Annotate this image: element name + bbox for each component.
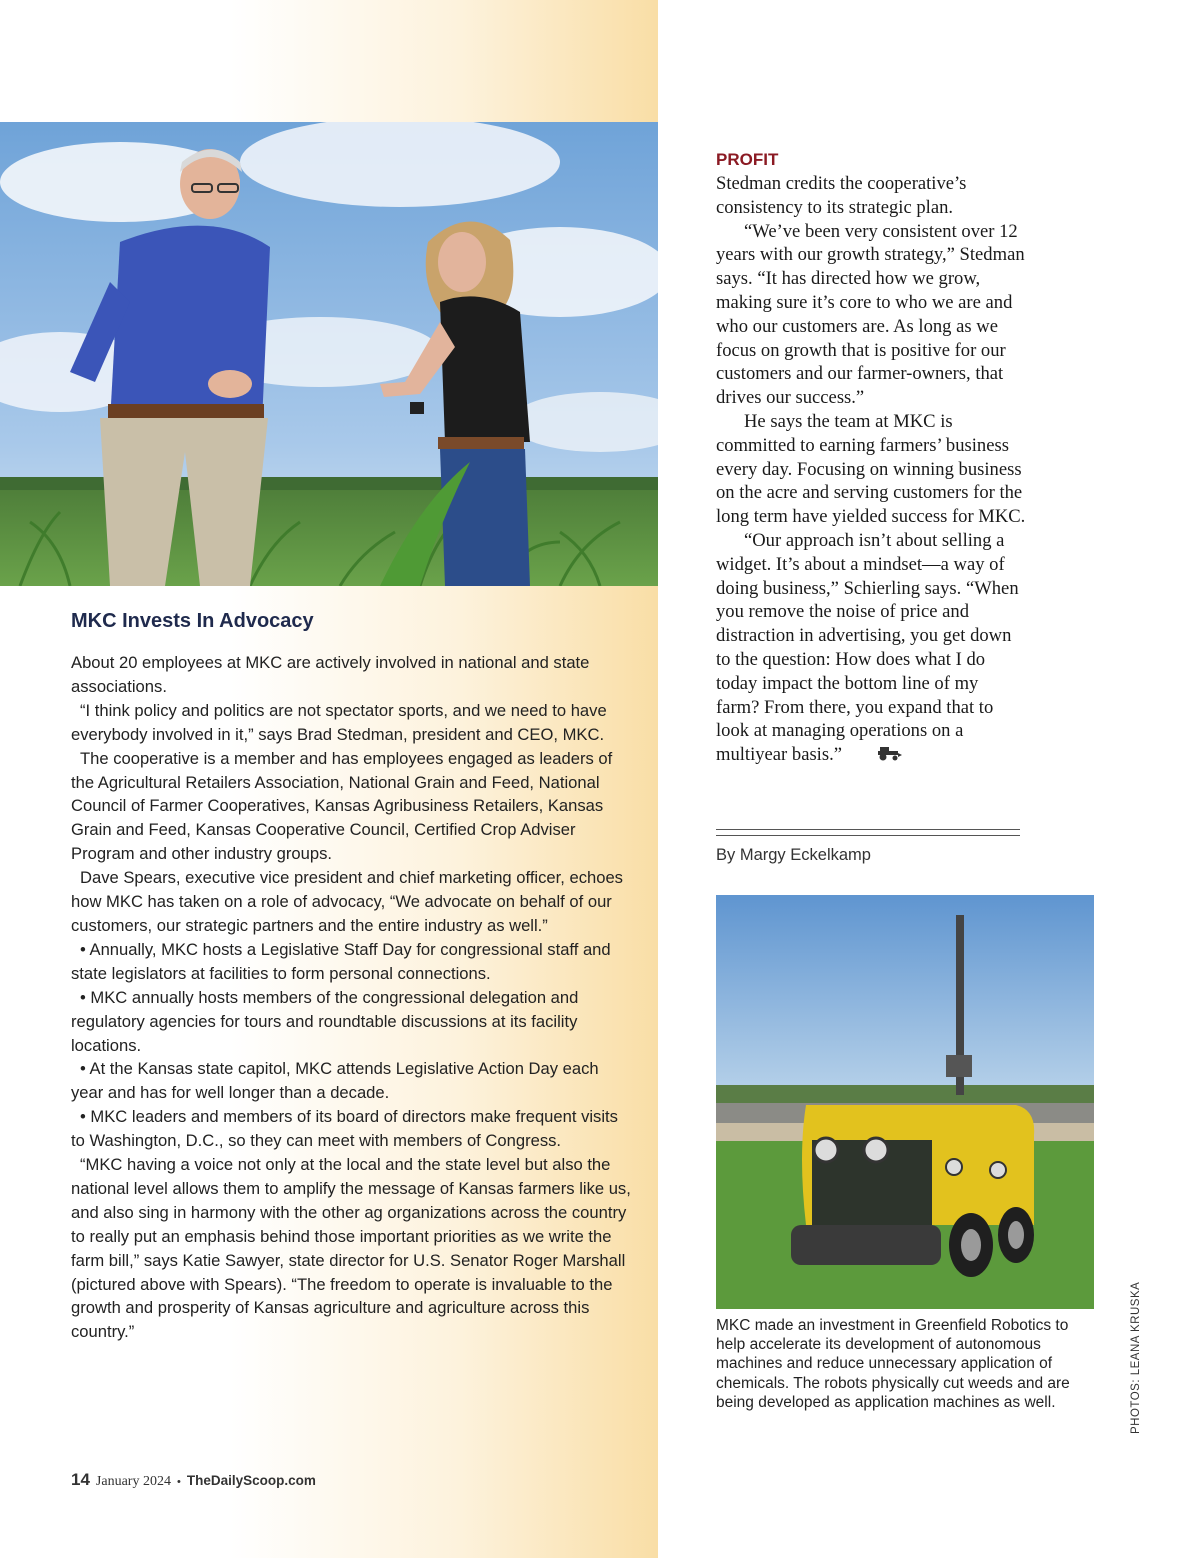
issue-date: January 2024 [95,1474,171,1489]
footer-separator: • [176,1476,181,1488]
page-footer [71,1470,316,1490]
sidebar-title: MKC Invests In Advocacy [71,610,314,632]
sidebar-paragraph: Dave Spears, executive vice president and chief marketing officer, echoes how MKC has taken on a role of advocacy, “We advocate on behalf of our customers, our strategic partners and the entire industry as well.” [71,868,623,935]
sidebar-paragraph: “I think policy and politics are not spectator sports, and we need to have everybody involved in it,” says Brad Stedman, president and CEO, MKC. [71,700,607,744]
photo-caption: MKC made an investment in Greenfield Robotics to help accelerate its development of autonomous machines and reduce unnecessary application of chemicals. The robots physically cut weeds and are being developed as application machines as well. [716,1317,1070,1411]
article-body [716,172,1026,768]
article-column [716,148,1026,768]
photo-credit: PHOTOS: LEANA KRUSKA [1130,1281,1142,1434]
article-paragraph: He says the team at MKC is committed to earning farmers’ business every day. Focusing on winning business on the acre and serving customers for the long term have yielded success for MKC. [716,410,1026,528]
section-heading: PROFIT [716,150,779,169]
bullet-item: • At the Kansas state capitol, MKC attends Legislative Action Day each year and has for well longer than a decade. [71,1059,599,1103]
article-paragraph-last [716,529,1026,768]
bullet-item: • MKC annually hosts members of the congressional delegation and regulatory agencies for tours and roundtable discussions at its facility locations. [71,987,579,1055]
byline: By Margy Eckelkamp [716,846,871,864]
photo-weeding-robot [716,895,1094,1309]
article-paragraph: “Our approach isn’t about selling a widget. It’s about a mindset—a way of doing business,” Schierling says. “When you remove the noise of price and distraction in advertising, you get down to the question: How does what I do today impact the bottom line of my farm? From there, you expand that to look at managing operations on a multiyear basis.” [716,529,1019,766]
site-link[interactable]: TheDailyScoop.com [186,1473,316,1488]
sidebar-paragraph: The cooperative is a member and has employees engaged as leaders of the Agricultural Retailers Association, National Grain and Feed, National Council of Farmer Cooperatives, Kansas Agribusiness Retailers, Kansas Grain and Feed, Kansas Cooperative Council, Certified Crop Adviser Program and other industry groups. [71,748,613,864]
tractor-icon [848,744,902,768]
article-paragraph: Stedman credits the cooperative’s consistency to its strategic plan. [716,173,967,218]
divider-rule [716,829,1020,836]
bullet-item: • Annually, MKC hosts a Legislative Staff Day for congressional staff and state legislators at facilities to form personal connections. [71,939,611,983]
sidebar-paragraph: About 20 employees at MKC are actively involved in national and state associations. [71,653,590,696]
article-paragraph: “We’ve been very consistent over 12 years with our growth strategy,” Stedman says. “It has directed how we grow, making sure it’s core to who we are and who our customers are. As long as we focus on growth that is positive for our customers and our farmer-owners, that drives our success.” [716,220,1025,409]
page-number: 14 [71,1470,90,1489]
photo-executives-in-field [0,122,658,586]
bullet-item: • MKC leaders and members of its board of directors make frequent visits to Washington, D.C., so they can meet with members of Congress. [71,1107,618,1151]
sidebar-body [71,651,631,1344]
sidebar-paragraph: “MKC having a voice not only at the local and the state level but also the national level allows them to amplify the message of Kansas farmers like us, and also sing in harmony with the other ag organizations across the country to really put an emphasis behind those important priorities as we write the farm bill,” says Katie Sawyer, state director for U.S. Senator Roger Marshall (pictured above with Spears). “The freedom to operate is invaluable to the growth and prosperity of Kansas agriculture and agriculture across this country.” [71,1155,631,1342]
